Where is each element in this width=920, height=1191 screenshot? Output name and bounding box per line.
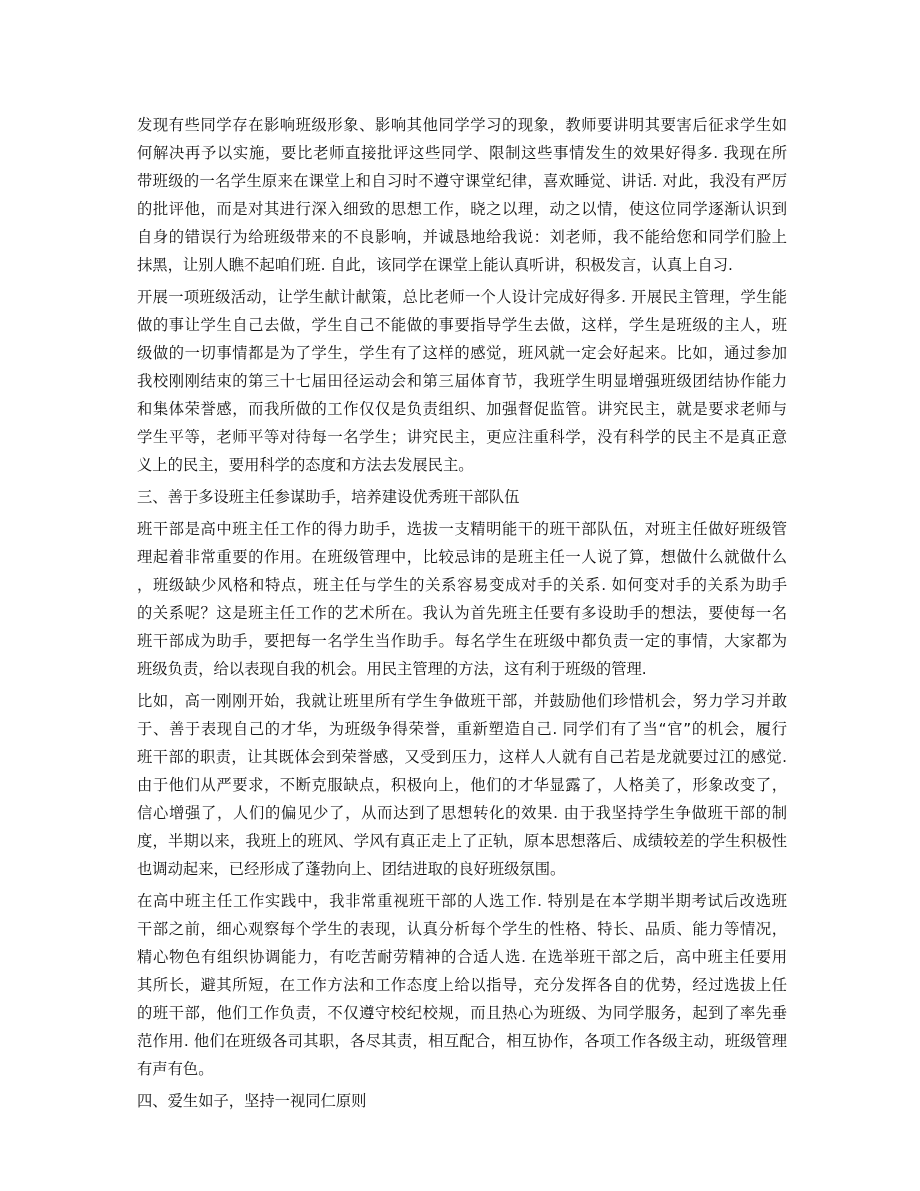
text-line: 于、善于表现自己的才华，为班级争得荣誉，重新塑造自己. 同学们有了当“官”的机会，履行 [137, 720, 787, 738]
text-line: 理起着非常重要的作用。在班级管理中，比较忌讳的是班主任一人说了算，想做什么就做什么 [137, 548, 787, 566]
text-line: 干部之前，细心观察每个学生的表现，认真分析每个学生的性格、特长、品质、能力等情况， [137, 920, 787, 938]
text-line: 在高中班主任工作实践中，我非常重视班干部的人选工作. 特别是在本学期半期考试后改选班 [137, 892, 787, 910]
text-line: 开展一项班级活动，让学生献计献策，总比老师一个人设计完成好得多. 开展民主管理，学生能 [137, 288, 787, 306]
text-line: 班级负责，给以表现自我的机会。用民主管理的方法，这有利于班级的管理. [137, 660, 647, 678]
paragraph-3 [137, 515, 787, 683]
text-line: 范作用. 他们在班级各司其职，各尽其责，相互配合，相互协作，各项工作各级主动，班级管理 [137, 1032, 787, 1050]
section-heading-3: 三、善于多设班主任参谋助手，培养建设优秀班干部队伍 [137, 488, 520, 506]
text-line: 由于他们从严要求，不断克服缺点，积极向上，他们的才华显露了，人格美了，形象改变了， [137, 776, 787, 794]
text-line: 何解决再予以实施，要比老师直接批评这些同学、限制这些事情发生的效果好得多. 我现在所 [137, 144, 787, 162]
text-line: 班干部的职责，让其既体会到荣誉感，又受到压力，这样人人就有自己若是龙就要过江的感觉. [137, 748, 787, 766]
text-line: 义上的民主，要用科学的态度和方法去发展民主。 [137, 456, 474, 474]
paragraph-5 [137, 887, 787, 1083]
text-line: 有声有色。 [137, 1060, 214, 1078]
text-line: 抹黑，让别人瞧不起咱们班. 自此，该同学在课堂上能认真听讲，积极发言，认真上自习. [137, 256, 733, 274]
text-line: 和集体荣誉感，而我所做的工作仅仅是负责组织、加强督促监管。讲究民主，就是要求老师与 [137, 400, 787, 418]
paragraph-4 [137, 687, 787, 883]
text-line: 信心增强了，人们的偏见少了，从而达到了思想转化的效果. 由于我坚持学生争做班干部的制 [137, 804, 787, 822]
text-line: 也调动起来，已经形成了蓬勃向上、团结进取的良好班级氛围。 [137, 860, 566, 878]
text-line: ，班级缺少风格和特点，班主任与学生的关系容易变成对手的关系. 如何变对手的关系为助手 [137, 576, 787, 594]
text-line: 精心物色有组织协调能力，有吃苦耐劳精神的合适人选. 在选举班干部之后，高中班主任要用 [137, 948, 787, 966]
paragraph-2 [137, 283, 787, 479]
text-line: 我校刚刚结束的第三十七届田径运动会和第三届体育节，我班学生明显增强班级团结协作能力 [137, 372, 787, 390]
text-line: 做的事让学生自己去做，学生自己不能做的事要指导学生去做，这样，学生是班级的主人，班 [137, 316, 787, 334]
paragraph-1 [137, 111, 787, 279]
text-line: 学生平等，老师平等对待每一名学生；讲究民主，更应注重科学，没有科学的民主不是真正意 [137, 428, 787, 446]
text-line: 自身的错误行为给班级带来的不良影响，并诚恳地给我说：刘老师，我不能给您和同学们脸上 [137, 228, 787, 246]
section-heading-4: 四、爱生如子，坚持一视同仁原则 [137, 1092, 367, 1110]
text-line: 度，半期以来，我班上的班风、学风有真正走上了正轨，原本思想落后、成绩较差的学生积极性 [137, 832, 787, 850]
text-line: 带班级的一名学生原来在课堂上和自习时不遵守课堂纪律，喜欢睡觉、讲话. 对此，我没有严厉 [137, 172, 787, 190]
text-line: 的班干部，他们工作负责，不仅遵守校纪校规，而且热心为班级、为同学服务，起到了率先垂 [137, 1004, 787, 1022]
text-line: 班干部成为助手，要把每一名学生当作助手。每名学生在班级中都负责一定的事情，大家都为 [137, 632, 787, 650]
text-line: 其所长，避其所短，在工作方法和工作态度上给以指导，充分发挥各自的优势，经过选拔上任 [137, 976, 787, 994]
text-line: 比如，高一刚刚开始，我就让班里所有学生争做班干部，并鼓励他们珍惜机会，努力学习并敢 [137, 692, 787, 710]
text-line: 级做的一切事情都是为了学生，学生有了这样的感觉，班风就一定会好起来。比如，通过参加 [137, 344, 787, 362]
text-line: 班干部是高中班主任工作的得力助手，选拔一支精明能干的班干部队伍，对班主任做好班级管 [137, 520, 787, 538]
document-body [137, 111, 787, 1119]
text-line: 发现有些同学存在影响班级形象、影响其他同学学习的现象，教师要讲明其要害后征求学生如 [137, 116, 787, 134]
text-line: 的关系呢？这是班主任工作的艺术所在。我认为首先班主任要有多设助手的想法，要使每一名 [137, 604, 787, 622]
text-line: 的批评他，而是对其进行深入细致的思想工作，晓之以理，动之以情，使这位同学逐渐认识到 [137, 200, 787, 218]
